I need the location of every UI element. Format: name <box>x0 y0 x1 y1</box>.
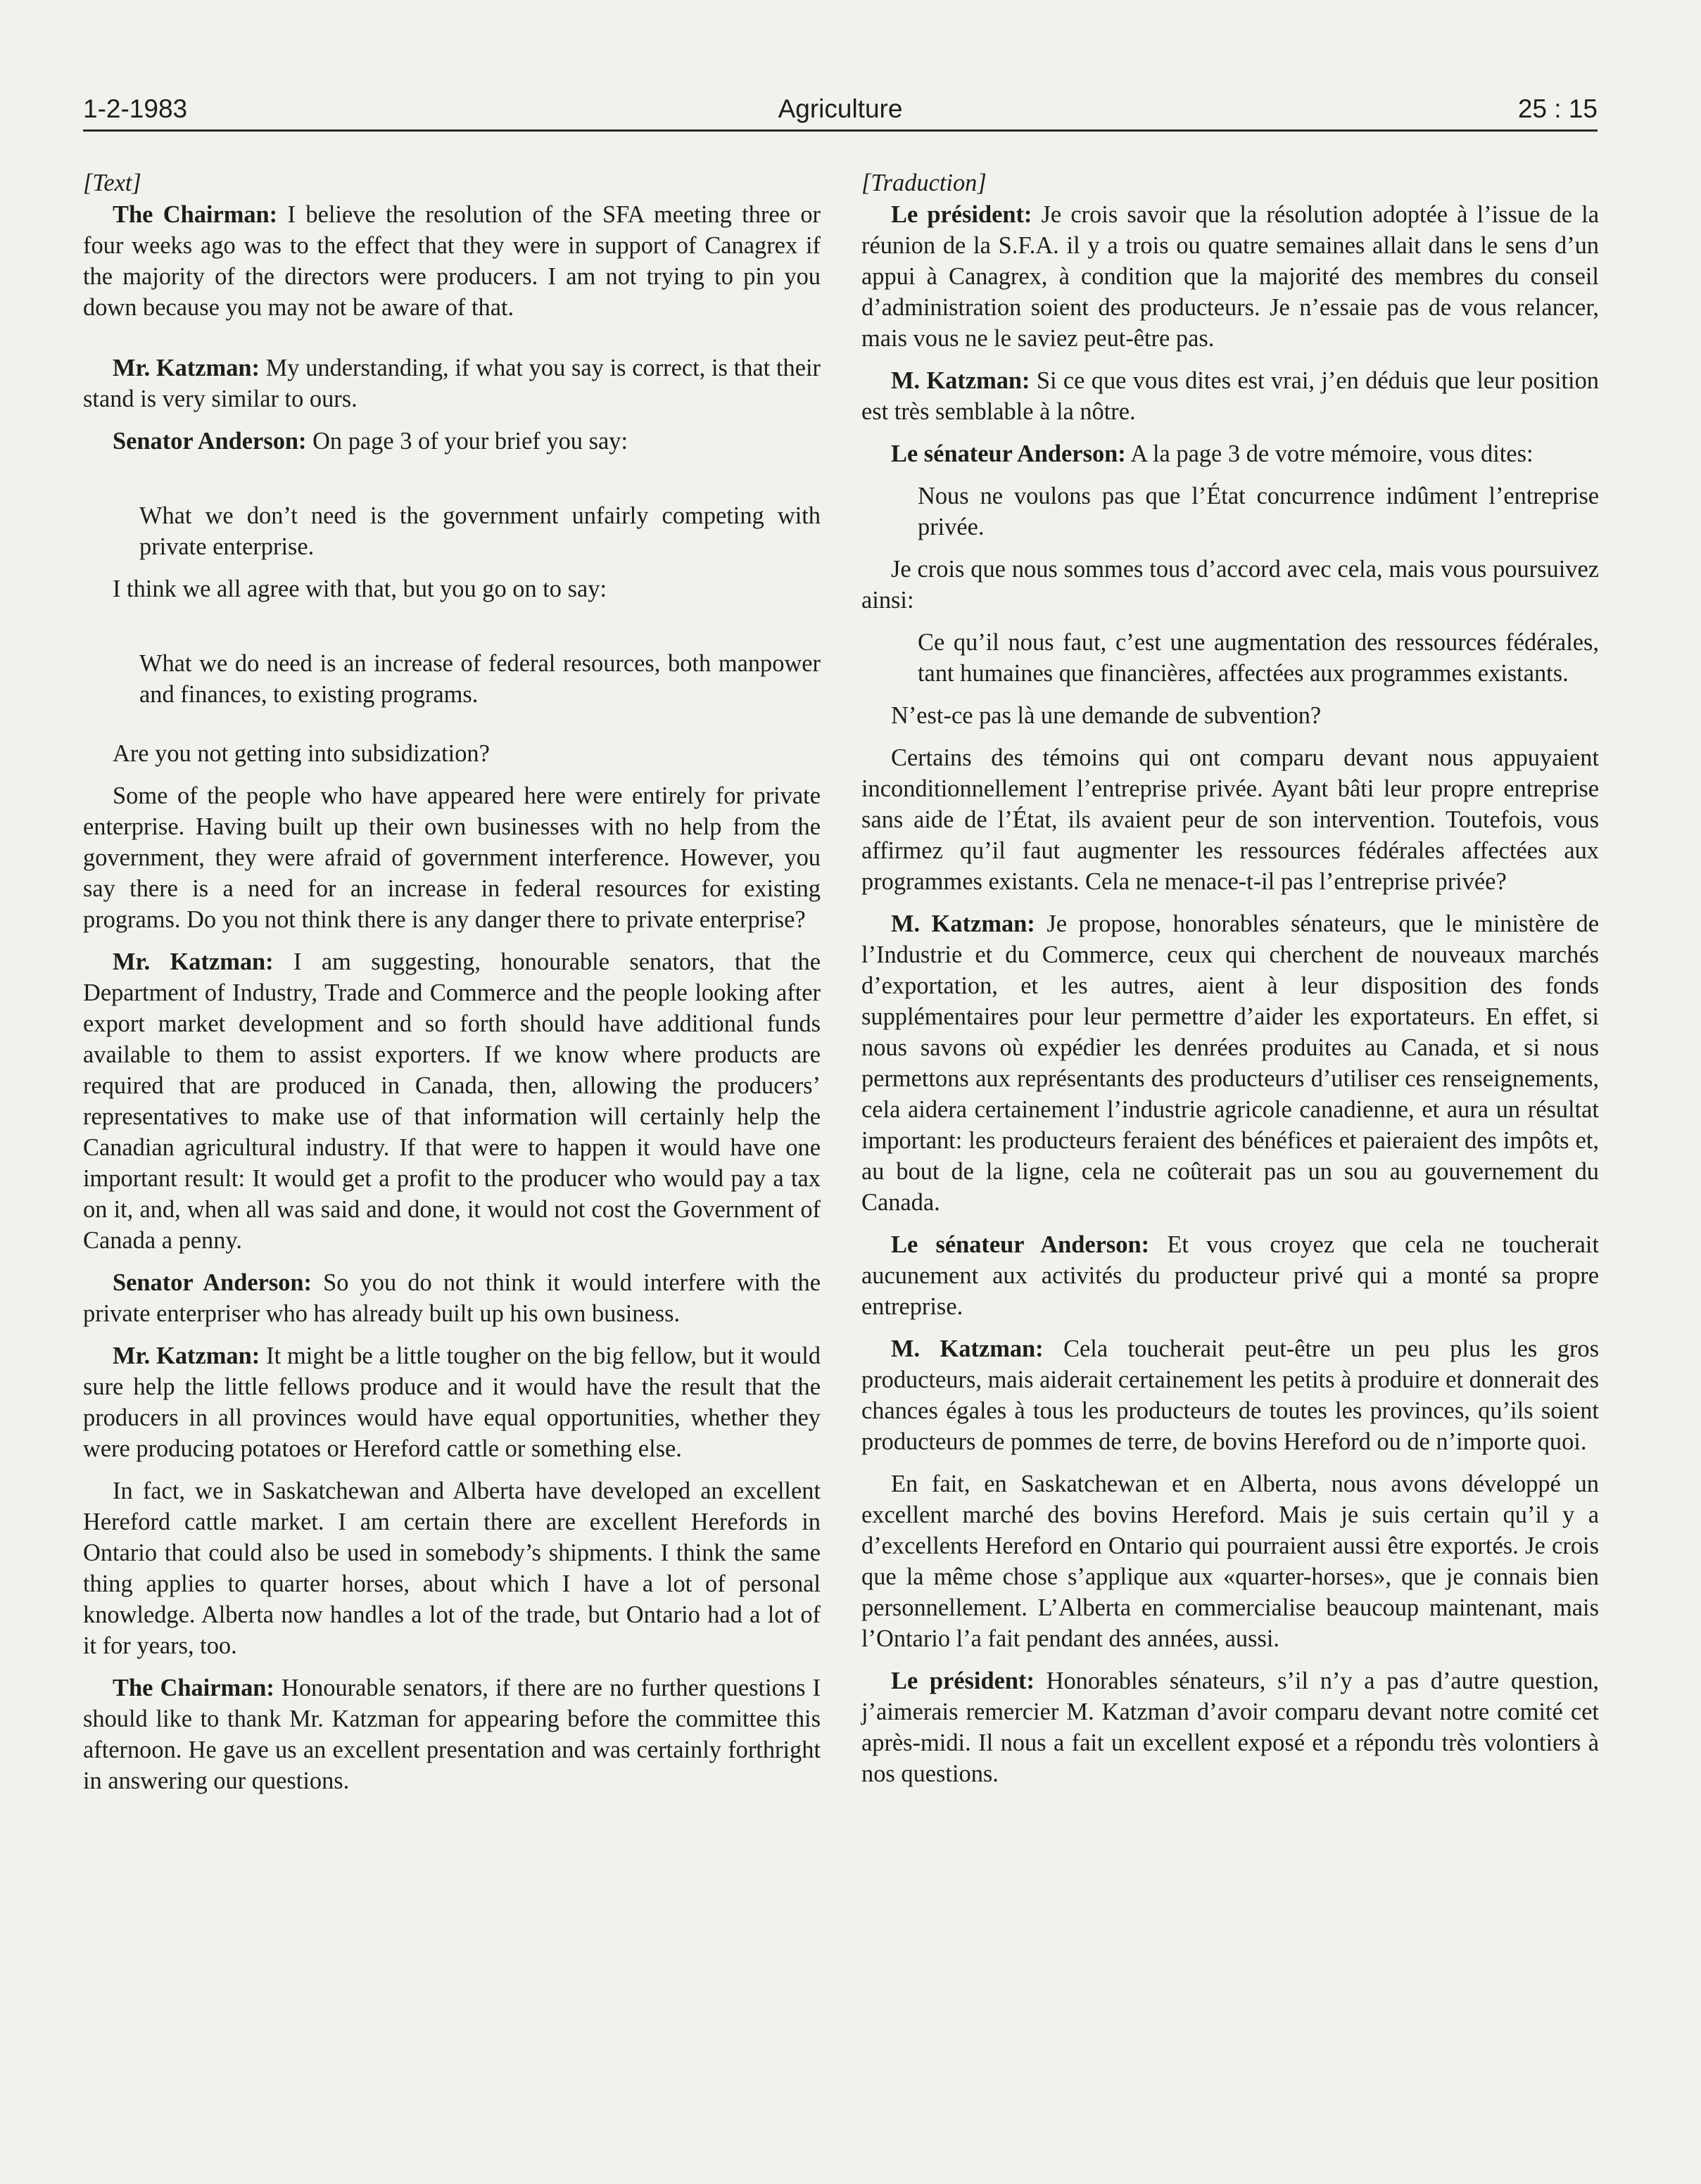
paragraph-katzman-3 <box>83 1340 821 1464</box>
paragraph-anderson-5 <box>861 1229 1599 1322</box>
speaker-name: Le sénateur Anderson: <box>891 440 1126 467</box>
paragraph-anderson-2: I think we all agree with that, but you go on to say: <box>113 576 607 602</box>
speaker-name: M. Katzman: <box>891 1335 1044 1362</box>
paragraph-katzman-3 <box>861 1333 1599 1457</box>
header-page-number: 25 : 15 <box>1517 94 1598 123</box>
paragraph-katzman-4: In fact, we in Saskatchewan and Alberta have developed an excellent Hereford cattle market. I am certain there are excellent Herefords in Ontario that could also be used in somebody’s shipments. I think the same thing applies to quarter horses, about which I have a lot of personal knowledge. Alberta now handles a lot of the trade, but Ontario had a lot of it for years, too. <box>83 1478 821 1659</box>
speaker-name: Senator Anderson: <box>113 428 307 455</box>
speaker-name: Senator Anderson: <box>113 1269 312 1296</box>
block-quote-1: What we don’t need is the government unfairly competing with private enterprise. <box>139 502 821 560</box>
paragraph-katzman-2 <box>83 946 821 1256</box>
page-header <box>83 90 1598 132</box>
speaker-name: M. Katzman: <box>891 910 1035 937</box>
paragraph-text: I believe the resolution of the SFA meeting three or four weeks ago was to the effect that they were in support of Canagrex if the majority of the directors were producers. I am not trying to pin you down because you may not be aware of that. <box>83 201 821 321</box>
paragraph-anderson-4: Certains des témoins qui ont comparu devant nous appuyaient inconditionnellement l’entreprise privée. Ayant bâti leur propre entreprise sans aide de l’État, ils avaient peur de son intervention. Toutefois, vous affirmez qu’il faut augmenter les ressources fédérales affectées aux programmes existants. Cela ne menace-t-il pas l’entreprise privée? <box>861 744 1599 895</box>
block-quote-2: Ce qu’il nous faut, c’est une augmentation des ressources fédérales, tant humaines que financières, affectées aux programmes existants. <box>918 629 1599 687</box>
paragraph-text: Cela toucherait peut-être un peu plus les gros producteurs, mais aiderait certainement les petits à produire et donnerait des chances égales à tous les producteurs de toutes les provinces, qu’ils soient producteurs de pommes de terre, de bovins Hereford ou de n’importe quoi. <box>861 1335 1599 1455</box>
french-column <box>861 167 1599 1789</box>
block-quote-1: Nous ne voulons pas que l’État concurrence indûment l’entreprise privée. <box>918 483 1599 540</box>
speaker-name: The Chairman: <box>113 1675 274 1701</box>
speaker-name: The Chairman: <box>113 201 278 228</box>
paragraph-anderson-2: Je crois que nous sommes tous d’accord avec cela, mais vous poursuivez ainsi: <box>861 556 1599 614</box>
english-column <box>83 167 821 1796</box>
paragraph-president-2 <box>861 1665 1599 1789</box>
paragraph-anderson-1 <box>83 426 821 457</box>
paragraph-anderson-4: Some of the people who have appeared here were entirely for private enterprise. Having built up their own businesses with no help from the government, they were afraid of government interference. However, you say there is a need for an increase in federal resources for existing programs. Do you not think there is any danger there to private enterprise? <box>83 782 821 933</box>
paragraph-text: Honourable senators, if there are no further questions I should like to thank Mr. Katzman for appearing before the committee this afternoon. He gave us an excellent presentation and was certainly forthright in answering our questions. <box>83 1675 821 1794</box>
header-title: Agriculture <box>778 94 903 123</box>
paragraph-text: A la page 3 de votre mémoire, vous dites: <box>1125 440 1534 467</box>
paragraph-katzman-2 <box>861 908 1599 1218</box>
paragraph-anderson-3: Are you not getting into subsidization? <box>113 740 490 767</box>
paragraph-anderson-3: N’est-ce pas là une demande de subvention? <box>891 702 1322 729</box>
paragraph-text: Honorables sénateurs, s’il n’y a pas d’autre question, j’aimerais remercier M. Katzman d’avoir comparu devant notre comité cet après-midi. Il nous a fait un excellent exposé et a répondu très volontiers à nos questions. <box>861 1668 1599 1787</box>
paragraph-chairman-1 <box>83 199 821 323</box>
paragraph-president-1 <box>861 199 1599 354</box>
paragraph-text: So you do not think it would interfere with the private enterpriser who has already built up his own business. <box>83 1269 821 1327</box>
paragraph-katzman-1 <box>861 365 1599 427</box>
paragraph-text: Si ce que vous dites est vrai, j’en déduis que leur position est très semblable à la nôtre. <box>861 367 1599 425</box>
speaker-name: M. Katzman: <box>891 367 1030 394</box>
section-tag: [Traduction] <box>861 170 987 196</box>
paragraph-text: I am suggesting, honourable senators, that the Department of Industry, Trade and Commerce and the people looking after export market development and so forth should have additional funds available to them to assist exporters. If we know where products are required that are produced in Canada, then, allowing the producers’ representatives to make use of that information will certainly help the Canadian agricultural industry. If that were to happen it would have one important result: It would get a profit to the producer who would pay a tax on it, and, when all was said and done, it would not cost the Government of Canada a penny. <box>83 948 821 1254</box>
paragraph-text: Et vous croyez que cela ne toucherait aucunement aux activités du producteur privé qui a monté sa propre entreprise. <box>861 1231 1600 1320</box>
paragraph-text: On page 3 of your brief you say: <box>306 428 628 455</box>
header-date: 1-2-1983 <box>83 94 188 123</box>
paragraph-text: My understanding, if what you say is correct, is that their stand is very similar to ours. <box>83 355 821 412</box>
block-quote-2: What we do need is an increase of federal resources, both manpower and finances, to existing programs. <box>139 650 821 708</box>
speaker-name: Le président: <box>891 201 1032 228</box>
paragraph-text: Je crois savoir que la résolution adoptée à l’issue de la réunion de la S.F.A. il y a trois ou quatre semaines allait dans le sens d’un appui à Canagrex, à condition que la majorité des membres du conseil d’administration soient des producteurs. Je n’essaie pas de vous relancer, mais vous ne le saviez peut-être pas. <box>861 201 1599 352</box>
paragraph-katzman-4: En fait, en Saskatchewan et en Alberta, nous avons développé un excellent marché des bovins Hereford. Mais je suis certain qu’il y a d’excellents Hereford en Ontario qui pourraient aussi être exportés. Je crois que la même chose s’applique aux «quarter-horses», que je connais bien personnellement. L’Alberta en commercialise beaucoup maintenant, mais l’Ontario l’a fait pendant des années, aussi. <box>861 1471 1599 1652</box>
paragraph-anderson-1 <box>861 438 1599 469</box>
speaker-name: Mr. Katzman: <box>113 355 260 381</box>
speaker-name: Mr. Katzman: <box>113 1342 260 1369</box>
speaker-name: Le sénateur Anderson: <box>891 1231 1150 1258</box>
paragraph-chairman-2 <box>83 1672 821 1796</box>
paragraph-text: Je propose, honorables sénateurs, que le ministère de l’Industrie et du Commerce, ceux qui cherchent de nouveaux marchés d’exportation, et les autres, aient à leur disposition des fonds supplémentaires pour leur permettre d’aider les exportateurs. En effet, si nous savons où expédier les denrées produites au Canada, et si nous permettons aux représentants des producteurs d’utiliser ces renseignements, cela aidera certainement l’industrie agricole canadienne, et aura un résultat important: les producteurs feraient des bénéfices et paieraient des impôts et, au bout de la ligne, cela ne coûterait pas un sou au gouvernement du Canada. <box>861 910 1599 1216</box>
paragraph-text: It might be a little tougher on the big fellow, but it would sure help the little fellows produce and it would have the result that the producers in all provinces would have equal opportunities, whether they were producing potatoes or Hereford cattle or something else. <box>83 1342 821 1462</box>
speaker-name: Le président: <box>891 1668 1035 1694</box>
section-tag: [Text] <box>83 170 141 196</box>
paragraph-anderson-5 <box>83 1267 821 1329</box>
paragraph-katzman-1 <box>83 353 821 414</box>
speaker-name: Mr. Katzman: <box>113 948 274 975</box>
